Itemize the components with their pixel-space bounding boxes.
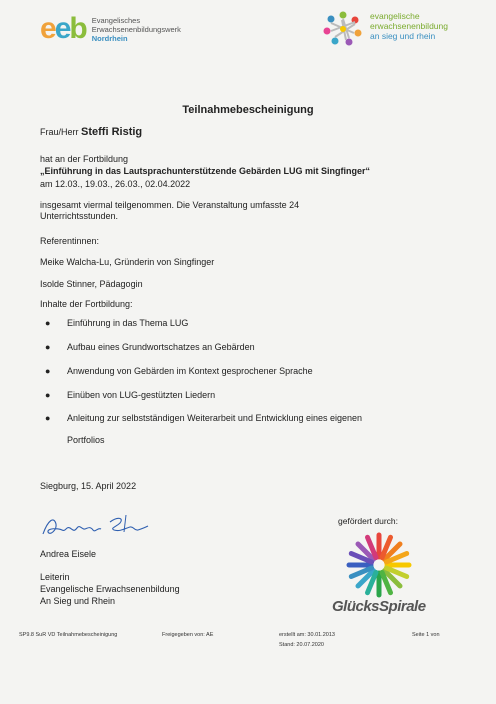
bullet-icon: ● [45,390,51,400]
list-item-text: Anleitung zur selbstständigen Weiterarbeit und Entwicklung eines eigenen [67,413,363,423]
list-item-text: Anwendung von Gebärden im Kontext gesprochener Sprache [67,366,313,376]
list-item [44,413,424,435]
evangelische-erwachsenenbildung-logo [322,10,448,46]
footer-created: erstellt am: 30.01.2013 [279,632,335,638]
participant-name: Steffi Ristig [81,126,143,138]
certificate-title: Teilnahmebescheinigung [182,104,314,116]
gluecksspirale-spiral-icon [346,532,412,598]
people-circle-icon [322,10,364,46]
attendance-text-line1: insgesamt viermal teilgenommen. Die Veranstaltung umfasste 24 [40,200,300,210]
bullet-icon: ● [45,366,51,376]
course-title: „Einführung in das Lautsprachunterstützende Gebärden LUG mit Singfinger“ [40,166,371,176]
eeb-logo-text [92,16,181,43]
gluecksspirale-logo-text: GlücksSpirale [332,598,426,615]
contents-list [44,318,424,446]
list-item [44,318,424,342]
list-item [44,342,424,366]
signer-name: Andrea Eisele [40,549,97,559]
footer-status: Stand: 20.07.2020 [279,642,324,648]
list-item-text: Portfolios [67,435,105,445]
salutation: Frau/Herr [40,127,79,137]
participant-line [40,127,142,138]
list-item [44,366,424,390]
handwritten-signature-icon [40,510,160,540]
course-dates: am 12.03., 19.03., 26.03., 02.04.2022 [40,179,191,189]
eeb-logo [40,14,181,44]
bullet-icon: ● [45,413,51,423]
eeb-logo-mark: eeb [40,12,86,45]
place-date: Siegburg, 15. April 2022 [40,481,137,491]
eeb-logo-line: Evangelisches [91,16,141,25]
eeb-logo-line: Nordrhein [91,34,128,43]
list-item-text: Aufbau eines Grundwortschatzes an Gebärden [67,342,255,352]
ev-logo-line: evangelische [370,11,420,21]
list-item-text: Einführung in das Thema LUG [67,318,189,328]
contents-heading: Inhalte der Fortbildung: [40,299,133,309]
bullet-icon: ● [45,342,51,352]
speaker-1: Meike Walcha-Lu, Gründerin von Singfinger [40,257,215,267]
footer-released: Freigegeben von: AE [162,632,214,638]
speakers-heading: Referentinnen: [40,236,100,246]
attendance-text-line2: Unterrichtsstunden. [40,211,119,221]
intro-text: hat an der Fortbildung [40,154,129,164]
eeb-logo-line: Erwachsenenbildungswerk [91,25,181,34]
signer-org-line1: Evangelische Erwachsenenbildung [40,584,180,594]
funded-by-label: gefördert durch: [338,516,399,526]
list-item-continuation [44,435,424,446]
signer-role: Leiterin [40,572,70,582]
speaker-2: Isolde Stinner, Pädagogin [40,279,143,289]
footer-doc-id: SP9.8 SuR VD Teilnahmebescheinigung [19,632,118,638]
list-item [44,390,424,413]
bullet-icon: ● [45,318,51,328]
list-item-text: Einüben von LUG-gestützten Liedern [67,390,216,400]
signer-org-line2: An Sieg und Rhein [40,596,116,606]
ev-logo-line: an sieg und rhein [370,31,436,41]
footer-page: Seite 1 von [412,632,440,638]
ev-logo-text [370,11,448,41]
ev-logo-line: erwachsenenbildung [370,21,448,31]
